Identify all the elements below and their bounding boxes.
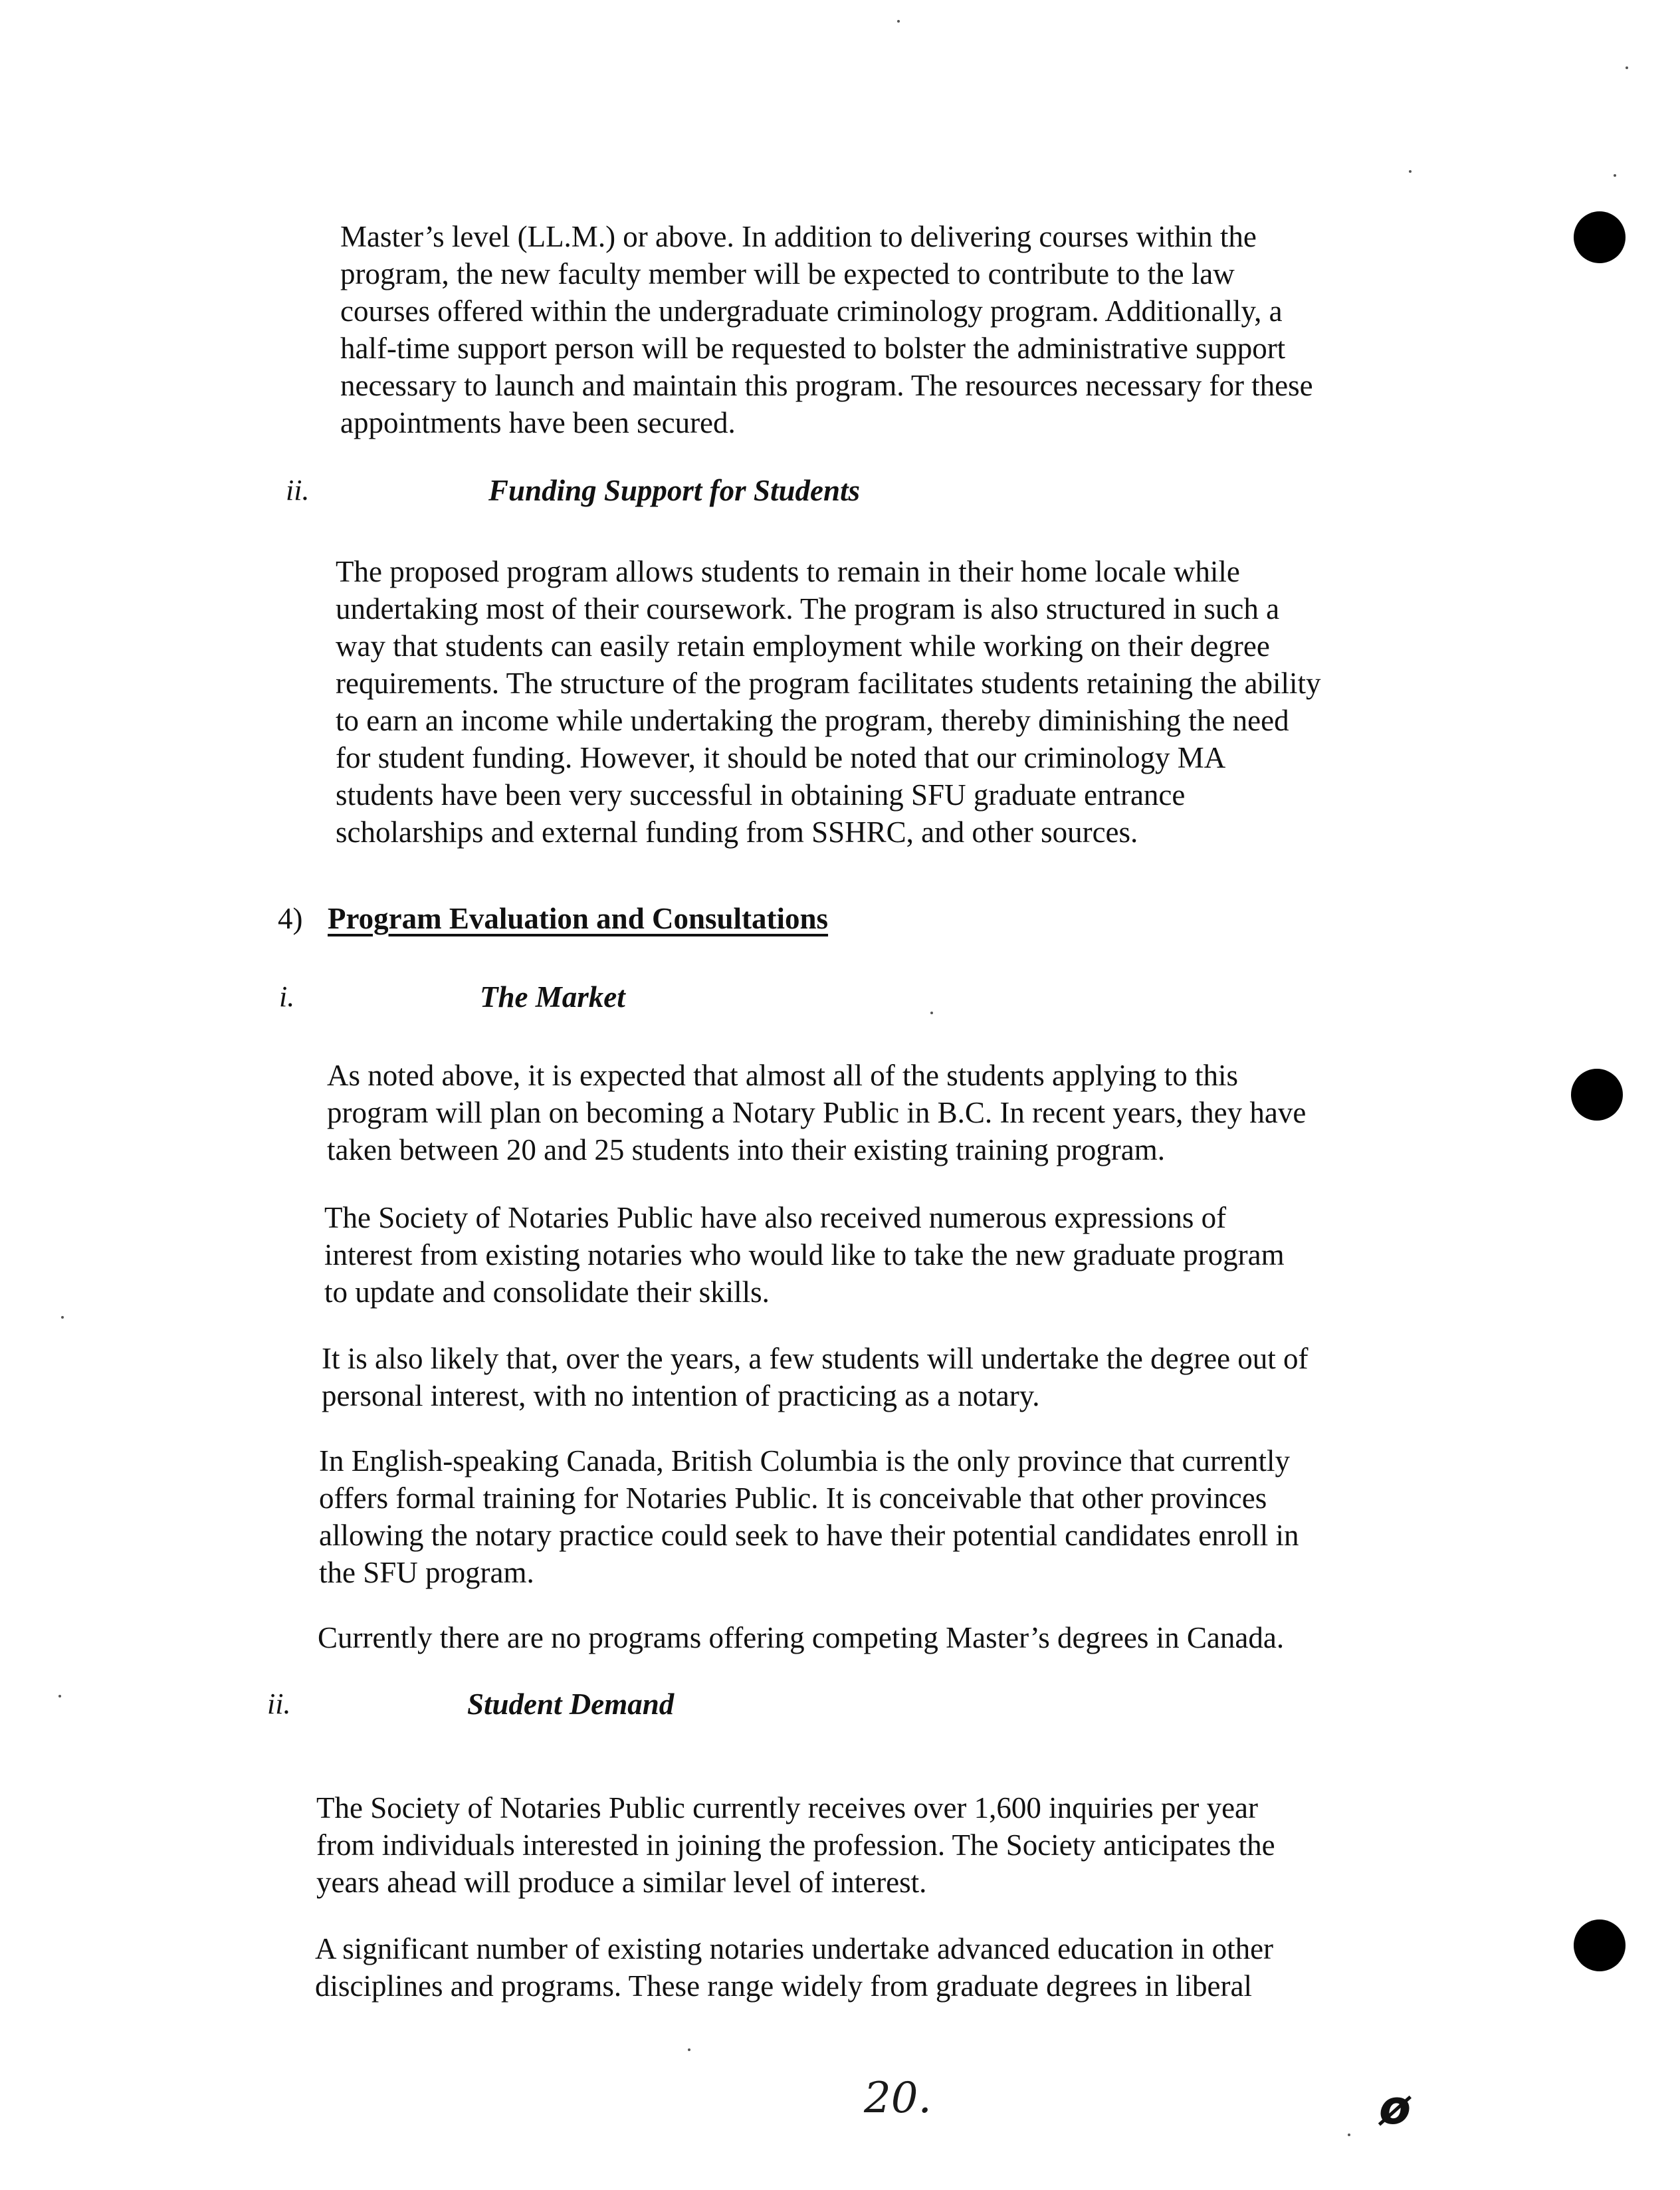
- scan-speck: [58, 1695, 61, 1697]
- market-heading: The Market: [480, 980, 625, 1014]
- market-paragraph-2: The Society of Notaries Public have also received numerous expressions of interest from existing notaries who would like to take the new graduate program to update and consolidate their skills.: [324, 1201, 1285, 1309]
- market-paragraph-1: As noted above, it is expected that almost all of the students applying to this program will plan on becoming a Notary Public in B.C. In recent years, they have taken between 20 and 25 students into their existing training program.: [327, 1059, 1307, 1166]
- punch-hole-middle: [1571, 1069, 1623, 1121]
- punch-hole-bottom: [1574, 1919, 1626, 1971]
- page-number: 20.: [864, 2074, 932, 2123]
- market-number: i.: [279, 980, 295, 1013]
- punch-hole-top: [1574, 211, 1626, 263]
- demand-paragraph-1: The Society of Notaries Public currently receives over 1,600 inquiries per year from individuals interested in joining the profession. The Society anticipates the years ahead will produce a similar level of interest.: [316, 1791, 1275, 1899]
- scan-speck: [897, 20, 900, 23]
- market-paragraph-3: It is also likely that, over the years, a few students will undertake the degree out of personal interest, with no intention of practicing as a notary.: [322, 1342, 1309, 1412]
- funding-heading: Funding Support for Students: [488, 474, 860, 507]
- market-paragraph-5: Currently there are no programs offering competing Master’s degrees in Canada.: [318, 1621, 1285, 1654]
- demand-number: ii.: [267, 1688, 291, 1720]
- scan-speck: [61, 1316, 64, 1319]
- demand-heading: Student Demand: [467, 1688, 675, 1721]
- demand-paragraph-2: A significant number of existing notaries undertake advanced education in other disciplines and programs. These range widely from graduate degrees in liberal: [315, 1932, 1274, 2003]
- section-4-number: 4): [278, 902, 303, 935]
- scan-speck: [930, 1012, 933, 1014]
- margin-mark: ø: [1379, 2080, 1412, 2135]
- scan-speck: [1348, 2134, 1350, 2136]
- scan-speck: [688, 2048, 690, 2051]
- scan-speck: [1614, 174, 1616, 177]
- section-4-heading: Program Evaluation and Consultations: [328, 902, 829, 935]
- intro-paragraph: Master’s level (LL.M.) or above. In addition to delivering courses within the program, the new faculty member will be expected to contribute to the law courses offered within the undergraduate criminology program. Additionally, a half-time support person will be requested to bolster the administrative support necessary to launch and maintain this program. The resources necessary for these appointments have been secured.: [340, 220, 1313, 439]
- market-paragraph-4: In English-speaking Canada, British Columbia is the only province that currently offers formal training for Notaries Public. It is conceivable that other provinces allowing the notary practice could seek to have their potential candidates enroll in the SFU program.: [319, 1444, 1299, 1589]
- funding-number: ii.: [286, 474, 310, 506]
- scan-speck: [1626, 66, 1628, 69]
- funding-paragraph: The proposed program allows students to remain in their home locale while undertaking most of their coursework. The program is also structured in such a way that students can easily retain employment while working on their degree requirements. The structure of the program facilitates students retaining the ability to earn an income while undertaking the program, thereby diminishing the need for student funding. However, it should be noted that our criminology MA students have been very successful in obtaining SFU graduate entrance scholarships and external funding from SSHRC, and other sources.: [336, 555, 1321, 849]
- scan-speck: [1409, 170, 1412, 173]
